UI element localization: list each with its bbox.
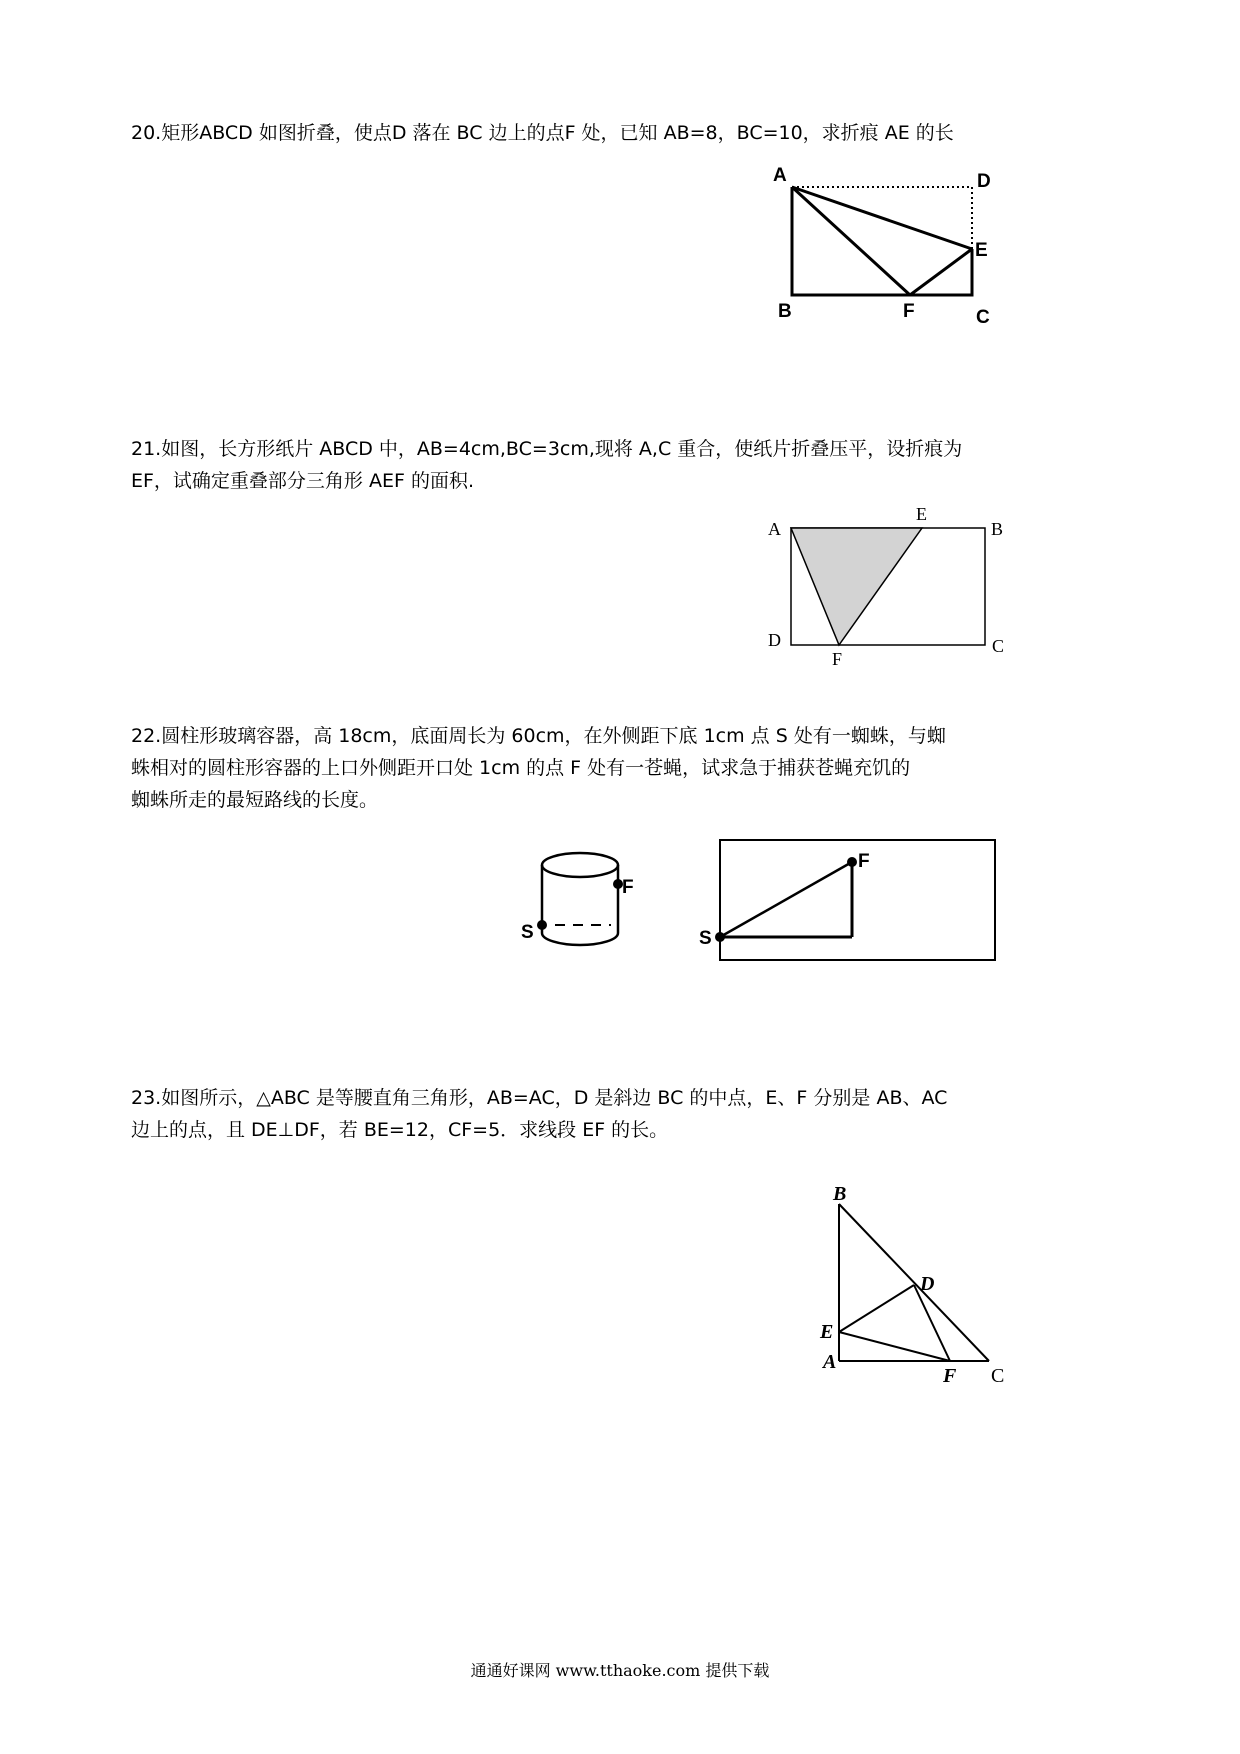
q20-figure (770, 165, 1010, 335)
q23-figure (810, 1180, 1020, 1390)
question-21-line-2: EF，试确定重叠部分三角形 AEF 的面积. (131, 470, 474, 492)
q23-label-d: D (920, 1273, 935, 1295)
q20-label-c: C (976, 307, 990, 328)
question-23 (131, 1082, 1011, 1146)
q22-cylinder-figure (515, 840, 645, 960)
question-22-line-1: 22.圆柱形玻璃容器，高 18cm，底面周长为 60cm，在外侧距下底 1cm 点 S 处有一蜘蛛，与蜘 (131, 725, 946, 747)
question-23-line-2: 边上的点，且 DE⊥DF，若 BE=12，CF=5．求线段 EF 的长。 (131, 1119, 669, 1141)
page-footer: 通通好课网 www.tthaoke.com 提供下载 (470, 1661, 770, 1680)
q22-cyl-label-f: F (622, 877, 634, 898)
question-20 (131, 117, 1011, 149)
question-21-line-1: 21.如图，长方形纸片 ABCD 中，AB=4cm,BC=3cm,现将 A,C 重合，使纸片折叠压平，设折痕为 (131, 438, 963, 460)
q22-flat-label-s: S (699, 928, 712, 949)
question-20-line-1: 20.矩形ABCD 如图折叠，使点D 落在 BC 边上的点F 处，已知 AB=8，BC=10，求折痕 AE 的长 (131, 122, 954, 144)
q21-label-a: A (768, 519, 781, 539)
q22-cyl-label-s: S (521, 922, 534, 943)
question-22 (131, 720, 1011, 816)
q21-figure (760, 500, 1020, 680)
q20-label-e: E (975, 240, 988, 261)
q22-flat-label-f: F (858, 851, 870, 872)
q20-label-b: B (778, 301, 792, 322)
question-21 (131, 433, 1011, 497)
q23-label-f: F (943, 1365, 957, 1387)
q21-label-f: F (832, 649, 843, 669)
q21-label-b: B (991, 519, 1004, 539)
q23-label-a: A (823, 1351, 837, 1373)
q23-label-b: B (833, 1183, 847, 1205)
q23-label-e: E (820, 1321, 834, 1343)
q21-label-e: E (916, 504, 927, 524)
question-22-line-2: 蛛相对的圆柱形容器的上口外侧距开口处 1cm 的点 F 处有一苍蝇，试求急于捕获苍蝇充饥的 (131, 757, 911, 779)
q22-unrolled-figure (685, 835, 1005, 965)
q21-label-d: D (768, 630, 781, 650)
q20-label-d: D (977, 171, 991, 192)
q20-label-f: F (903, 301, 915, 322)
q21-label-c: C (992, 636, 1005, 656)
question-23-line-1: 23.如图所示，△ABC 是等腰直角三角形，AB=AC，D 是斜边 BC 的中点，E、F 分别是 AB、AC (131, 1087, 948, 1109)
question-22-line-3: 蜘蛛所走的最短路线的长度。 (131, 789, 379, 811)
q20-label-a: A (773, 165, 787, 186)
q23-label-c: C (991, 1365, 1005, 1387)
